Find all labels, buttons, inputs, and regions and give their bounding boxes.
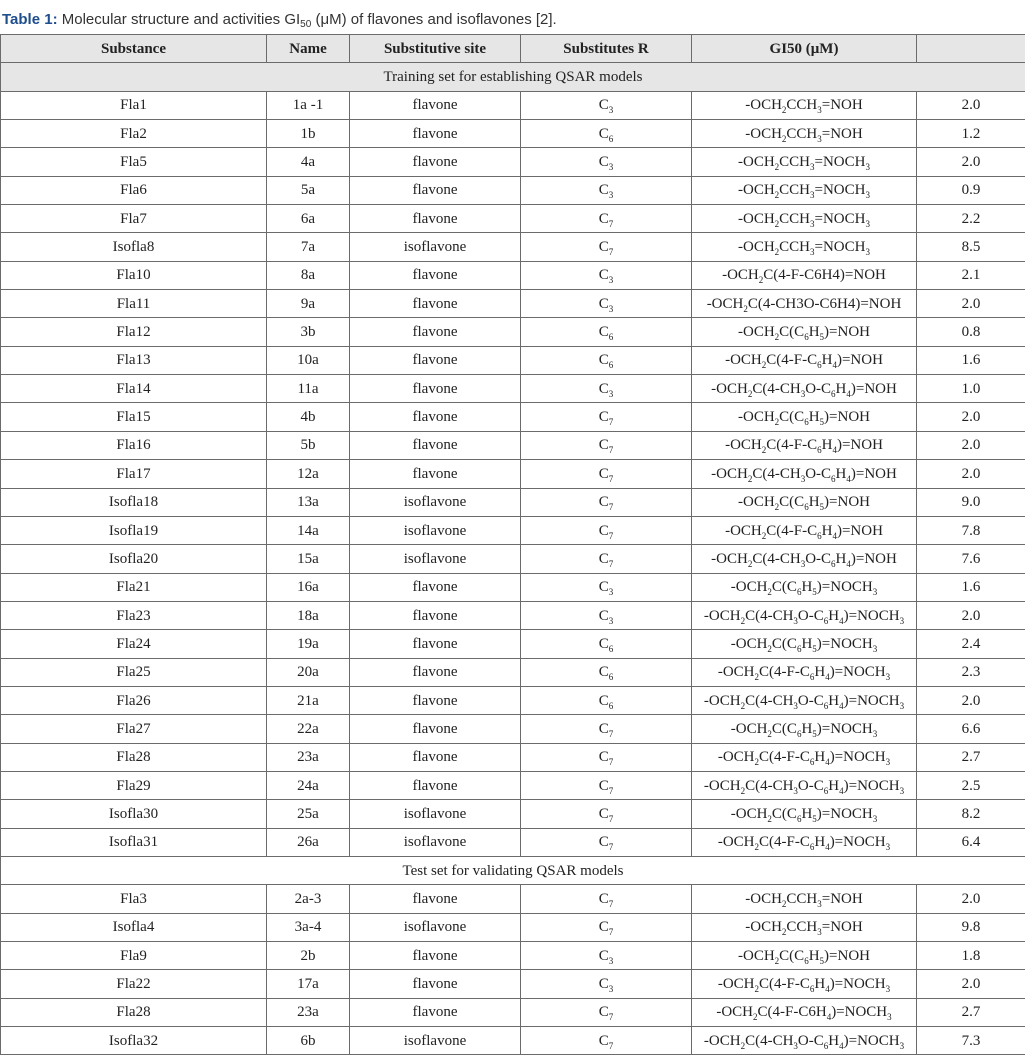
table-row: [1, 658, 1025, 686]
cell-name: 24a: [267, 771, 350, 799]
cell-gi50-group: $-OCH_2C(C_6H_5)=NOH$: [692, 318, 917, 346]
cell-name: 2b: [267, 942, 350, 970]
cell-substitutes-r: $C_3$: [521, 91, 692, 119]
cell-gi50-value: 7.3: [917, 1027, 1025, 1055]
cell-substitutive-site: flavone: [350, 970, 521, 998]
cell-gi50-group: $-OCH_2CCH_3=NOCH_3$: [692, 233, 917, 261]
table-row: [1, 573, 1025, 601]
cell-substitutes-r: $C_7$: [521, 460, 692, 488]
table-row: [1, 743, 1025, 771]
cell-substitutes-r: $C_3$: [521, 573, 692, 601]
table-row: [1, 233, 1025, 261]
table-body: [1, 63, 1025, 1055]
table-row: [1, 913, 1025, 941]
cell-substance: Fla22: [1, 970, 267, 998]
cell-gi50-group: $-OCH_2CCH_3=NOCH_3$: [692, 205, 917, 233]
cell-gi50-group: $-OCH_2C(C_6H_5)=NOH$: [692, 488, 917, 516]
cell-name: 10a: [267, 346, 350, 374]
cell-substance: Isofla8: [1, 233, 267, 261]
cell-substitutes-r: $C_6$: [521, 318, 692, 346]
table-row: [1, 545, 1025, 573]
cell-gi50-value: 9.8: [917, 913, 1025, 941]
table-header-row: [1, 35, 1025, 63]
cell-gi50-group: $-OCH_2CCH_3=NOH$: [692, 91, 917, 119]
cell-gi50-value: 2.0: [917, 290, 1025, 318]
cell-gi50-group: $-OCH_2C(C_6H_5)=NOCH_3$: [692, 630, 917, 658]
cell-name: 22a: [267, 715, 350, 743]
cell-substance: Isofla30: [1, 800, 267, 828]
cell-substance: Fla9: [1, 942, 267, 970]
cell-substance: Fla26: [1, 686, 267, 714]
cell-substance: Fla28: [1, 743, 267, 771]
cell-gi50-value: 2.2: [917, 205, 1025, 233]
cell-name: 7a: [267, 233, 350, 261]
cell-substitutive-site: flavone: [350, 998, 521, 1026]
cell-substitutive-site: isoflavone: [350, 913, 521, 941]
cell-substance: Fla21: [1, 573, 267, 601]
table-row: [1, 205, 1025, 233]
cell-gi50-group: $-OCH_2CCH_3=NOCH_3$: [692, 176, 917, 204]
cell-substance: Isofla32: [1, 1027, 267, 1055]
cell-name: 6a: [267, 205, 350, 233]
cell-substitutes-r: $C_7$: [521, 913, 692, 941]
cell-name: 11a: [267, 375, 350, 403]
cell-substance: Fla27: [1, 715, 267, 743]
cell-substitutes-r: $C_3$: [521, 970, 692, 998]
cell-substitutive-site: flavone: [350, 346, 521, 374]
cell-substitutive-site: flavone: [350, 205, 521, 233]
cell-gi50-group: $-OCH_2C(4-CH_3O-C_6H_4)=NOCH_3$: [692, 771, 917, 799]
cell-gi50-group: $-OCH_2C(4-F-C_6H_4)=NOH$: [692, 431, 917, 459]
cell-substitutes-r: $C_7$: [521, 885, 692, 913]
cell-substitutes-r: $C_7$: [521, 205, 692, 233]
cell-substitutes-r: $C_7$: [521, 431, 692, 459]
cell-gi50-value: 7.8: [917, 516, 1025, 544]
cell-name: 18a: [267, 601, 350, 629]
cell-gi50-value: 6.4: [917, 828, 1025, 856]
cell-gi50-group: $-OCH_2C(4-F-C_6H_4)=NOCH_3$: [692, 828, 917, 856]
header-name: Name: [267, 35, 350, 63]
table-row: [1, 120, 1025, 148]
cell-gi50-value: 0.8: [917, 318, 1025, 346]
header-value: [917, 35, 1025, 63]
cell-substance: Isofla18: [1, 488, 267, 516]
cell-gi50-value: 2.0: [917, 885, 1025, 913]
table-row: [1, 91, 1025, 119]
caption-subscript: 50: [300, 19, 312, 30]
cell-gi50-group: $-OCH_2CCH_3=NOH$: [692, 120, 917, 148]
cell-gi50-value: 0.9: [917, 176, 1025, 204]
cell-name: 4b: [267, 403, 350, 431]
table-row: [1, 460, 1025, 488]
table-row: [1, 828, 1025, 856]
caption-text-after: (μM) of flavones and isoflavones [2].: [311, 11, 557, 28]
caption-label: Table 1:: [2, 11, 58, 28]
cell-gi50-group: $-OCH_2CCH_3=NOH$: [692, 913, 917, 941]
cell-substance: Isofla19: [1, 516, 267, 544]
cell-substitutive-site: flavone: [350, 403, 521, 431]
cell-name: 21a: [267, 686, 350, 714]
cell-gi50-value: 1.0: [917, 375, 1025, 403]
cell-name: 9a: [267, 290, 350, 318]
cell-gi50-value: 2.7: [917, 743, 1025, 771]
cell-substitutive-site: isoflavone: [350, 800, 521, 828]
cell-substitutive-site: flavone: [350, 148, 521, 176]
cell-name: 3b: [267, 318, 350, 346]
table-row: [1, 261, 1025, 289]
cell-gi50-value: 1.6: [917, 573, 1025, 601]
cell-gi50-value: 9.0: [917, 488, 1025, 516]
cell-gi50-group: $-OCH_2C(4-F-C_6H_4)=NOH$: [692, 516, 917, 544]
cell-name: 1a -1: [267, 91, 350, 119]
cell-name: 3a-4: [267, 913, 350, 941]
cell-name: 17a: [267, 970, 350, 998]
cell-substance: Fla6: [1, 176, 267, 204]
cell-name: 19a: [267, 630, 350, 658]
cell-gi50-group: $-OCH_2C(4-F-C_6H_4)=NOCH_3$: [692, 658, 917, 686]
cell-substitutes-r: $C_3$: [521, 601, 692, 629]
table-row: [1, 431, 1025, 459]
cell-name: 23a: [267, 743, 350, 771]
cell-substitutive-site: flavone: [350, 771, 521, 799]
cell-gi50-value: 2.0: [917, 601, 1025, 629]
cell-substitutive-site: flavone: [350, 261, 521, 289]
cell-gi50-group: $-OCH_2C(4-CH_3O-C_6H_4)=NOCH_3$: [692, 686, 917, 714]
cell-substitutive-site: flavone: [350, 318, 521, 346]
cell-substance: Fla15: [1, 403, 267, 431]
cell-substitutes-r: $C_3$: [521, 261, 692, 289]
cell-substitutes-r: $C_6$: [521, 658, 692, 686]
cell-substitutes-r: $C_3$: [521, 942, 692, 970]
cell-gi50-value: 2.4: [917, 630, 1025, 658]
cell-name: 20a: [267, 658, 350, 686]
cell-gi50-group: $-OCH_2C(C_6H_5)=NOH$: [692, 403, 917, 431]
cell-gi50-value: 2.5: [917, 771, 1025, 799]
cell-substitutes-r: $C_6$: [521, 120, 692, 148]
cell-gi50-group: $-OCH_2C(4-F-C6H4)=NOH$: [692, 261, 917, 289]
cell-gi50-value: 2.0: [917, 970, 1025, 998]
table-row: [1, 686, 1025, 714]
cell-substance: Fla5: [1, 148, 267, 176]
header-substance: Substance: [1, 35, 267, 63]
cell-substitutes-r: $C_7$: [521, 403, 692, 431]
table-row: [1, 998, 1025, 1026]
cell-gi50-group: $-OCH_2C(4-F-C_6H_4)=NOH$: [692, 346, 917, 374]
section-row: [1, 63, 1025, 91]
table-row: [1, 516, 1025, 544]
cell-name: 4a: [267, 148, 350, 176]
cell-substance: Fla17: [1, 460, 267, 488]
cell-gi50-group: $-OCH_2C(4-CH_3O-C_6H_4)=NOCH_3$: [692, 601, 917, 629]
cell-substance: Fla28: [1, 998, 267, 1026]
cell-gi50-value: 2.0: [917, 431, 1025, 459]
table-row: [1, 375, 1025, 403]
cell-substitutive-site: flavone: [350, 942, 521, 970]
cell-name: 5b: [267, 431, 350, 459]
cell-substitutes-r: $C_7$: [521, 516, 692, 544]
cell-substance: Isofla31: [1, 828, 267, 856]
cell-name: 2a-3: [267, 885, 350, 913]
cell-gi50-value: 2.3: [917, 658, 1025, 686]
table-row: [1, 346, 1025, 374]
cell-name: 1b: [267, 120, 350, 148]
cell-gi50-group: $-OCH_2C(4-CH_3O-C_6H_4)=NOH$: [692, 375, 917, 403]
cell-substitutive-site: flavone: [350, 460, 521, 488]
cell-substitutes-r: $C_6$: [521, 630, 692, 658]
cell-substitutive-site: flavone: [350, 120, 521, 148]
cell-substitutive-site: isoflavone: [350, 233, 521, 261]
cell-gi50-value: 6.6: [917, 715, 1025, 743]
table-row: [1, 715, 1025, 743]
cell-substitutive-site: isoflavone: [350, 488, 521, 516]
table-row: [1, 1027, 1025, 1055]
cell-substitutive-site: flavone: [350, 573, 521, 601]
cell-substitutes-r: $C_3$: [521, 290, 692, 318]
cell-substitutes-r: $C_7$: [521, 1027, 692, 1055]
header-gi50: GI50 (μM): [692, 35, 917, 63]
cell-substitutes-r: $C_7$: [521, 800, 692, 828]
cell-gi50-group: $-OCH_2C(4-CH3O-C6H4)=NOH$: [692, 290, 917, 318]
table-row: [1, 771, 1025, 799]
cell-substitutes-r: $C_3$: [521, 375, 692, 403]
cell-gi50-group: $-OCH_2CCH_3=NOCH_3$: [692, 148, 917, 176]
cell-gi50-group: $-OCH_2C(4-CH_3O-C_6H_4)=NOH$: [692, 460, 917, 488]
cell-gi50-value: 1.8: [917, 942, 1025, 970]
cell-gi50-group: $-OCH_2C(4-CH_3O-C_6H_4)=NOH$: [692, 545, 917, 573]
section-title: Training set for establishing QSAR models: [1, 63, 1025, 91]
cell-substitutes-r: $C_7$: [521, 998, 692, 1026]
cell-substance: Fla29: [1, 771, 267, 799]
cell-gi50-value: 1.2: [917, 120, 1025, 148]
cell-substance: Fla23: [1, 601, 267, 629]
cell-gi50-value: 2.0: [917, 148, 1025, 176]
cell-substitutive-site: flavone: [350, 431, 521, 459]
table-row: [1, 403, 1025, 431]
cell-gi50-group: $-OCH_2C(4-F-C_6H_4)=NOCH_3$: [692, 743, 917, 771]
cell-gi50-group: $-OCH_2C(4-F-C6H_4)=NOCH_3$: [692, 998, 917, 1026]
cell-substitutes-r: $C_6$: [521, 686, 692, 714]
cell-substitutive-site: flavone: [350, 375, 521, 403]
cell-substitutive-site: isoflavone: [350, 516, 521, 544]
cell-substitutes-r: $C_3$: [521, 176, 692, 204]
cell-name: 26a: [267, 828, 350, 856]
cell-substitutes-r: $C_7$: [521, 743, 692, 771]
cell-substance: Fla25: [1, 658, 267, 686]
caption-text-before: Molecular structure and activities GI: [57, 11, 301, 28]
table-row: [1, 488, 1025, 516]
cell-substitutes-r: $C_7$: [521, 828, 692, 856]
cell-name: 23a: [267, 998, 350, 1026]
cell-gi50-group: $-OCH_2C(C_6H_5)=NOCH_3$: [692, 573, 917, 601]
section-row: [1, 856, 1025, 884]
cell-name: 5a: [267, 176, 350, 204]
cell-substitutes-r: $C_3$: [521, 148, 692, 176]
cell-substance: Fla13: [1, 346, 267, 374]
cell-substitutes-r: $C_6$: [521, 346, 692, 374]
cell-name: 13a: [267, 488, 350, 516]
cell-gi50-group: $-OCH_2C(C_6H_5)=NOCH_3$: [692, 800, 917, 828]
cell-gi50-value: 2.0: [917, 91, 1025, 119]
table-row: [1, 630, 1025, 658]
table-row: [1, 318, 1025, 346]
cell-name: 16a: [267, 573, 350, 601]
cell-substance: Fla1: [1, 91, 267, 119]
cell-gi50-value: 8.2: [917, 800, 1025, 828]
cell-substance: Fla10: [1, 261, 267, 289]
cell-gi50-value: 2.0: [917, 460, 1025, 488]
header-substitutive-site: Substitutive site: [350, 35, 521, 63]
cell-gi50-group: $-OCH_2C(C_6H_5)=NOH$: [692, 942, 917, 970]
table-caption: [2, 8, 557, 32]
section-title: Test set for validating QSAR models: [1, 856, 1025, 884]
cell-substitutive-site: flavone: [350, 715, 521, 743]
cell-name: 12a: [267, 460, 350, 488]
table-row: [1, 148, 1025, 176]
cell-substitutive-site: flavone: [350, 686, 521, 714]
cell-substance: Fla24: [1, 630, 267, 658]
cell-gi50-value: 2.7: [917, 998, 1025, 1026]
cell-gi50-group: $-OCH_2C(4-CH_3O-C_6H_4)=NOCH_3$: [692, 1027, 917, 1055]
table-row: [1, 176, 1025, 204]
table-row: [1, 601, 1025, 629]
cell-gi50-value: 2.0: [917, 686, 1025, 714]
cell-gi50-value: 7.6: [917, 545, 1025, 573]
table-row: [1, 800, 1025, 828]
cell-name: 8a: [267, 261, 350, 289]
header-substitutes-r: Substitutes R: [521, 35, 692, 63]
cell-substitutes-r: $C_7$: [521, 715, 692, 743]
cell-gi50-group: $-OCH_2C(4-F-C_6H_4)=NOCH_3$: [692, 970, 917, 998]
cell-substance: Fla2: [1, 120, 267, 148]
cell-substance: Fla12: [1, 318, 267, 346]
cell-substitutive-site: flavone: [350, 290, 521, 318]
cell-substitutive-site: isoflavone: [350, 545, 521, 573]
cell-gi50-value: 1.6: [917, 346, 1025, 374]
cell-substitutes-r: $C_7$: [521, 545, 692, 573]
cell-substitutive-site: flavone: [350, 176, 521, 204]
cell-name: 14a: [267, 516, 350, 544]
cell-substitutive-site: flavone: [350, 601, 521, 629]
cell-substitutive-site: flavone: [350, 658, 521, 686]
table-row: [1, 290, 1025, 318]
flavone-activity-table: [0, 34, 1025, 1055]
cell-substance: Fla7: [1, 205, 267, 233]
table-row: [1, 970, 1025, 998]
cell-substitutive-site: isoflavone: [350, 828, 521, 856]
cell-substitutive-site: flavone: [350, 630, 521, 658]
cell-gi50-value: 2.0: [917, 403, 1025, 431]
cell-substance: Isofla4: [1, 913, 267, 941]
cell-substance: Fla3: [1, 885, 267, 913]
cell-substitutes-r: $C_7$: [521, 233, 692, 261]
cell-substitutive-site: flavone: [350, 743, 521, 771]
cell-substance: Isofla20: [1, 545, 267, 573]
cell-gi50-value: 8.5: [917, 233, 1025, 261]
cell-name: 25a: [267, 800, 350, 828]
table-row: [1, 885, 1025, 913]
cell-gi50-group: $-OCH_2C(C_6H_5)=NOCH_3$: [692, 715, 917, 743]
cell-substance: Fla16: [1, 431, 267, 459]
cell-name: 15a: [267, 545, 350, 573]
cell-substitutive-site: flavone: [350, 91, 521, 119]
cell-gi50-group: $-OCH_2CCH_3=NOH$: [692, 885, 917, 913]
cell-substance: Fla14: [1, 375, 267, 403]
cell-substitutive-site: flavone: [350, 885, 521, 913]
cell-substitutes-r: $C_7$: [521, 488, 692, 516]
table-row: [1, 942, 1025, 970]
cell-substitutive-site: isoflavone: [350, 1027, 521, 1055]
cell-gi50-value: 2.1: [917, 261, 1025, 289]
cell-substitutes-r: $C_7$: [521, 771, 692, 799]
cell-substance: Fla11: [1, 290, 267, 318]
cell-name: 6b: [267, 1027, 350, 1055]
